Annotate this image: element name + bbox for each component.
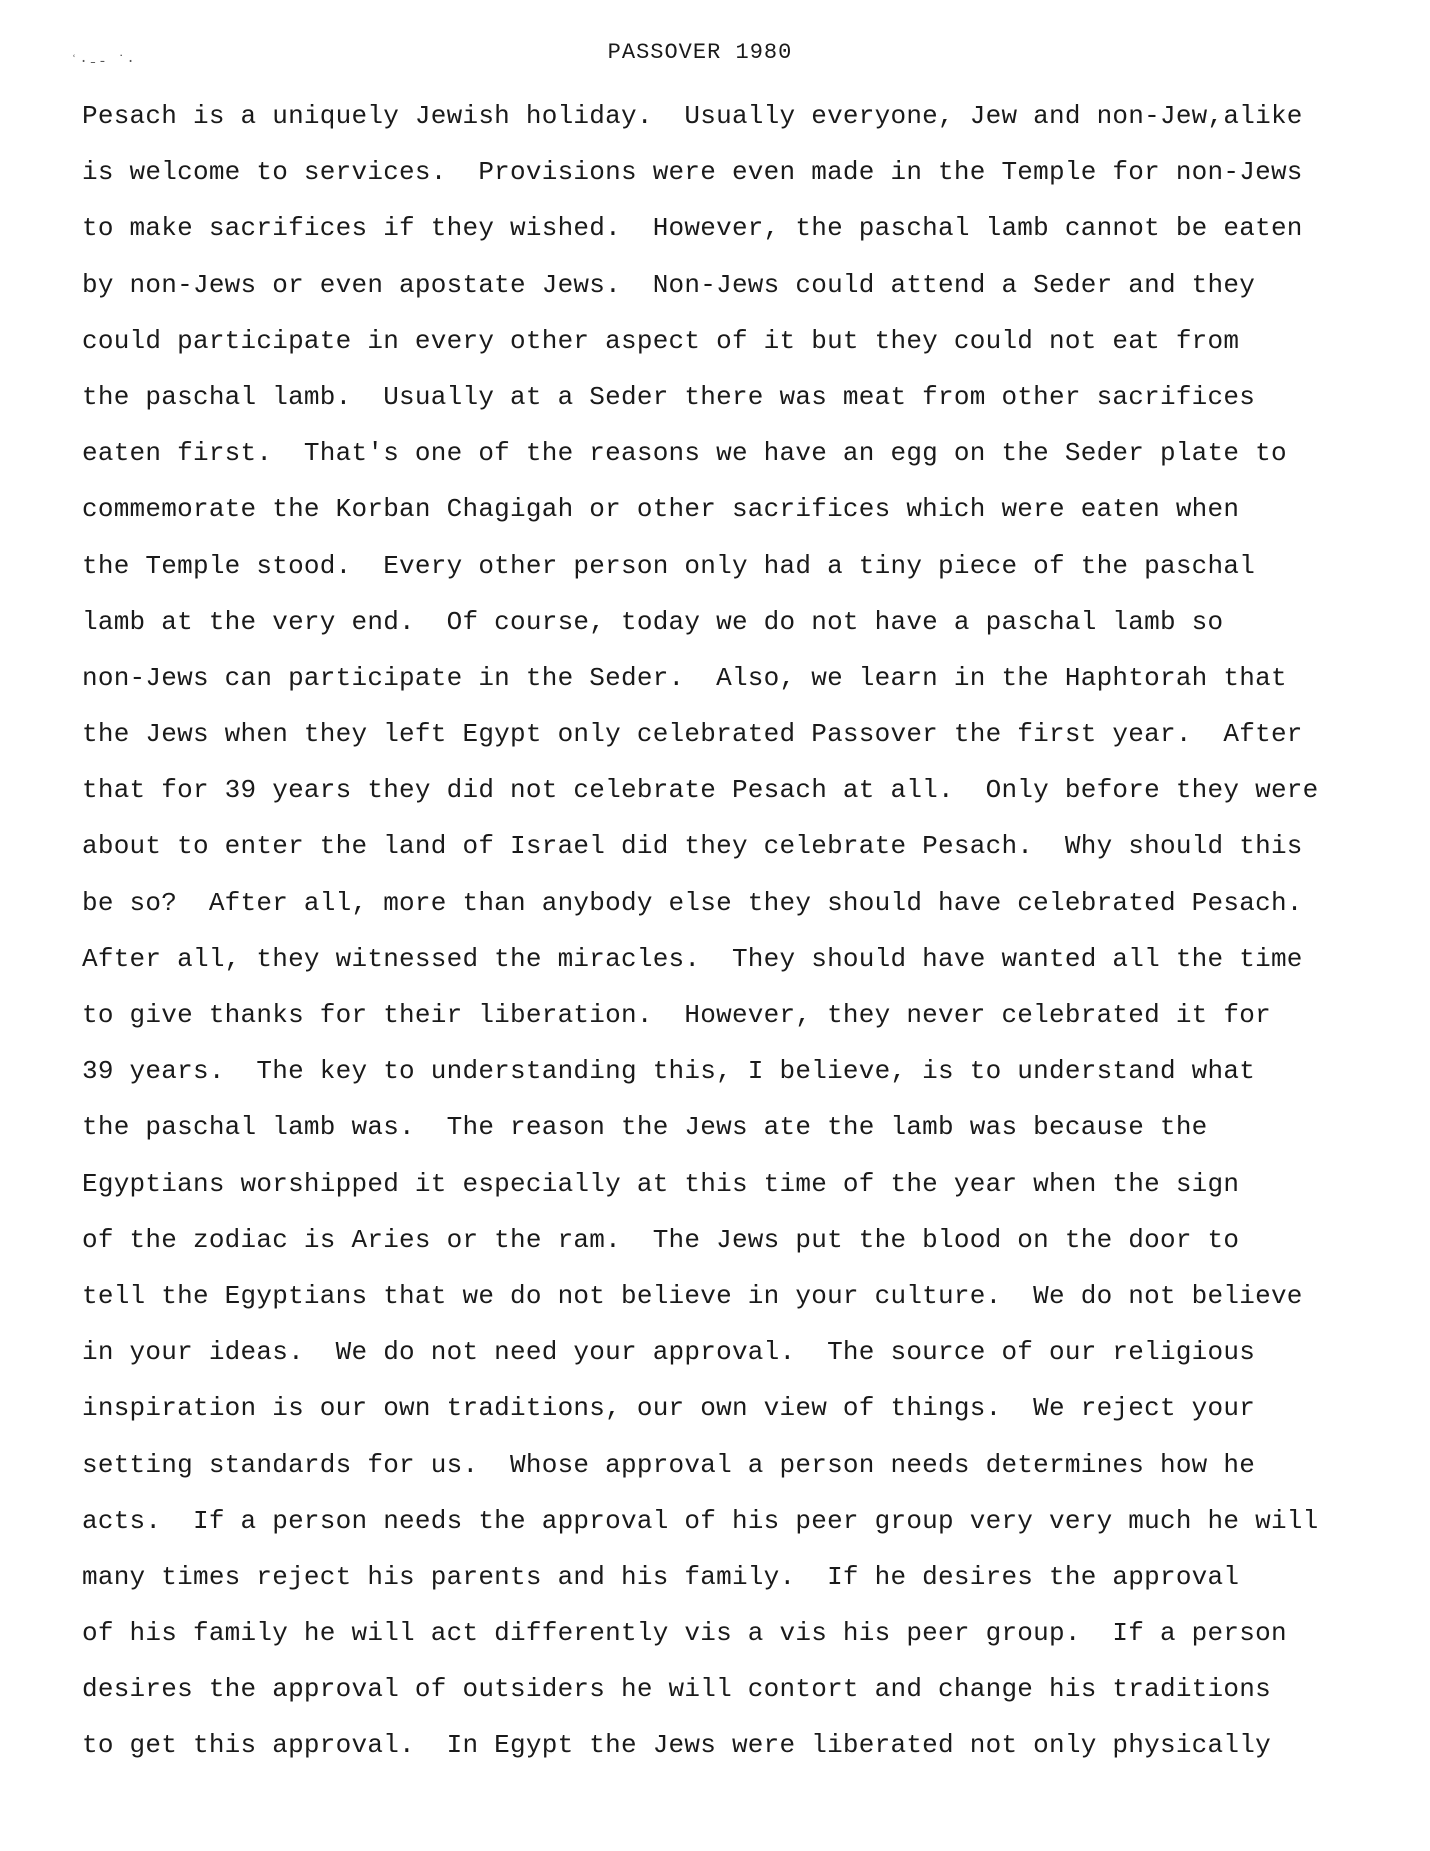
text-line: Egyptians worshipped it especially at this time of the year when the sign bbox=[82, 1168, 1240, 1199]
text-line: by non-Jews or even apostate Jews. Non-Jews could attend a Seder and they bbox=[82, 269, 1256, 300]
page-title: PASSOVER 1980 bbox=[607, 40, 793, 65]
text-line: desires the approval of outsiders he will contort and change his traditions bbox=[82, 1674, 1271, 1705]
text-line: After all, they witnessed the miracles. They should have wanted all the time bbox=[82, 943, 1303, 974]
text-line: about to enter the land of Israel did they celebrate Pesach. Why should this bbox=[82, 831, 1303, 862]
text-line: 39 years. The key to understanding this, I believe, is to understand what bbox=[82, 1056, 1256, 1087]
text-line: the Jews when they left Egypt only celebrated Passover the first year. After bbox=[82, 719, 1303, 750]
text-line: non-Jews can participate in the Seder. Also, we learn in the Haphtorah that bbox=[82, 662, 1287, 693]
text-line: lamb at the very end. Of course, today we do not have a paschal lamb so bbox=[82, 606, 1224, 637]
text-line: in your ideas. We do not need your approval. The source of our religious bbox=[82, 1337, 1256, 1368]
text-line: to give thanks for their liberation. However, they never celebrated it for bbox=[82, 1000, 1271, 1030]
text-line: that for 39 years they did not celebrate Pesach at all. Only before they were bbox=[82, 775, 1319, 806]
text-line: the paschal lamb was. The reason the Jews ate the lamb was because the bbox=[82, 1112, 1208, 1143]
text-line: to get this approval. In Egypt the Jews were liberated not only physically bbox=[82, 1730, 1271, 1761]
text-line: eaten first. That's one of the reasons we have an egg on the Seder plate to bbox=[82, 438, 1287, 469]
text-line: of the zodiac is Aries or the ram. The Jews put the blood on the door to bbox=[82, 1224, 1240, 1255]
text-line: tell the Egyptians that we do not believe in your culture. We do not believe bbox=[82, 1280, 1303, 1311]
text-line: inspiration is our own traditions, our own view of things. We reject your bbox=[82, 1393, 1256, 1424]
scan-mark: ʿ·˗‐ ˙· bbox=[70, 54, 136, 70]
text-line: the Temple stood. Every other person only had a tiny piece of the paschal bbox=[82, 550, 1256, 581]
text-line: could participate in every other aspect of it but they could not eat from bbox=[82, 325, 1240, 356]
text-line: is welcome to services. Provisions were even made in the Temple for non-Jews bbox=[82, 157, 1303, 188]
text-line: many times reject his parents and his family. If he desires the approval bbox=[82, 1561, 1240, 1592]
text-line: be so? After all, more than anybody else they should have celebrated Pesach. bbox=[82, 887, 1303, 918]
text-line: commemorate the Korban Chagigah or other sacrifices which were eaten when bbox=[82, 494, 1240, 525]
text-line: of his family he will act differently vis a vis his peer group. If a person bbox=[82, 1618, 1287, 1649]
text-line: the paschal lamb. Usually at a Seder there was meat from other sacrifices bbox=[82, 381, 1256, 412]
text-line: acts. If a person needs the approval of his peer group very very much he will bbox=[82, 1505, 1319, 1536]
text-line: Pesach is a uniquely Jewish holiday. Usually everyone, Jew and non-Jew,alike bbox=[82, 101, 1303, 131]
body-text bbox=[82, 88, 1422, 1774]
text-line: to make sacrifices if they wished. However, the paschal lamb cannot be eaten bbox=[82, 213, 1303, 244]
text-line: setting standards for us. Whose approval a person needs determines how he bbox=[82, 1449, 1256, 1480]
